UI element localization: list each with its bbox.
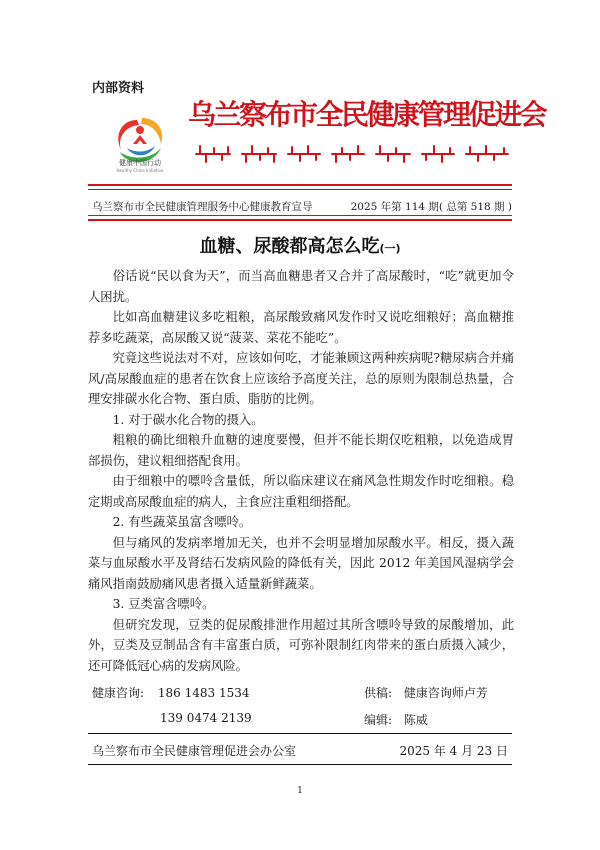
- paragraph: 粗粮的确比细粮升血糖的速度要慢，但并不能长期仅吃粗粮，以免造成胃部损伤，建议粗细搭配食用。: [88, 433, 514, 468]
- header-rule-top: [88, 184, 512, 186]
- issue-line: [92, 199, 512, 214]
- editor-label: 编辑:: [364, 713, 393, 727]
- footer-rule-top: [88, 733, 512, 734]
- consult-label: 健康咨询:: [92, 686, 145, 700]
- source-label: 供稿:: [364, 686, 393, 700]
- editor-line: [364, 711, 428, 728]
- section-heading: 2. 有些蔬菜虽富含嘌呤。: [112, 515, 252, 529]
- article-part: (一): [379, 242, 401, 255]
- logo-figure-head: [136, 126, 144, 134]
- header-rule-top-thin: [88, 189, 512, 190]
- internal-label: 内部资料: [92, 81, 145, 96]
- article-title-text: 血糖、尿酸都高怎么吃: [199, 236, 380, 257]
- paragraph: 俗话说“民以食为天”，而当高血糖患者又合并了高尿酸时，“吃”就更加令人困扰。: [88, 269, 514, 304]
- footer-date: 2025 年 4 月 23 日: [399, 744, 508, 758]
- source-line: [364, 684, 488, 701]
- section-heading: 1. 对于碳水化合物的摄入。: [112, 412, 264, 427]
- logo-figure-body: [133, 135, 147, 144]
- issue-number: 2025 年第 114 期( 总第 518 期 ): [350, 201, 512, 213]
- publisher: 乌兰察布市全民健康管理服务中心健康教育宣导: [92, 201, 313, 213]
- logo-swirl-red: [118, 120, 139, 150]
- consult-line: [92, 684, 250, 701]
- header-rule-bottom: [88, 219, 512, 221]
- org-title: 乌兰察布市全民健康管理促进会: [188, 98, 546, 131]
- consult-phone-2: 139 0474 2139: [160, 711, 252, 725]
- source-name: 健康咨询师卢芳: [403, 686, 488, 700]
- page-number: 1: [297, 786, 303, 796]
- header-rule-bottom-thin: [88, 215, 512, 216]
- article-title: [0, 232, 600, 258]
- footer-line: [92, 742, 508, 759]
- paragraph: 但与痛风的发病率增加无关，也并不会明显增加尿酸水平。相反，摄入蔬菜与血尿酸水平及肾结石发病风险的降低有关，因此 2012 年美国风湿病学会痛风指南鼓励痛风患者摄入适量新鲜蔬菜。: [88, 535, 514, 591]
- logo-caption: 健康中国行动: [119, 159, 161, 167]
- logo-swirl-blue: [127, 146, 155, 155]
- consult-phone-1: 186 1483 1534: [157, 686, 250, 700]
- paragraph: 究竟这些说法对不对，应该如何吃，才能兼顾这两种疾病呢?糖尿病合并痛风/高尿酸血症的患者在饮食上应该给予高度关注，总的原则为限制总热量，合理安排碳水化合物、蛋白质、脂肪的比例。: [88, 351, 514, 406]
- logo-caption-en: Healthy China Initiative: [116, 168, 164, 173]
- footer-office: 乌兰察布市全民健康管理促进会办公室: [92, 744, 297, 758]
- paragraph: 但研究发现，豆类的促尿酸排泄作用超过其所含嘌呤导致的尿酸增加，此外，豆类及豆制品含有丰富蛋白质，可弥补限制红肉带来的蛋白质摄入减少，还可降低冠心病的发病风险。: [88, 617, 514, 673]
- mongolian-script-title: [192, 142, 512, 166]
- footer-rule-bottom: [88, 764, 512, 765]
- article-body: [88, 266, 514, 676]
- section-heading: 3. 豆类富含嘌呤。: [112, 597, 215, 611]
- logo-swirl-orange: [141, 118, 162, 144]
- paragraph: 比如高血糖建议多吃粗粮，高尿酸致痛风发作时又说吃细粮好；高血糖推荐多吃蔬菜，高尿酸又说“菠菜、菜花不能吃”。: [88, 310, 514, 345]
- paragraph: 由于细粮中的嘌呤含量低，所以临床建议在痛风急性期发作时吃细粮。稳定期或高尿酸血症的病人，主食应注重粗细搭配。: [88, 474, 514, 509]
- editor-name: 陈威: [403, 713, 428, 727]
